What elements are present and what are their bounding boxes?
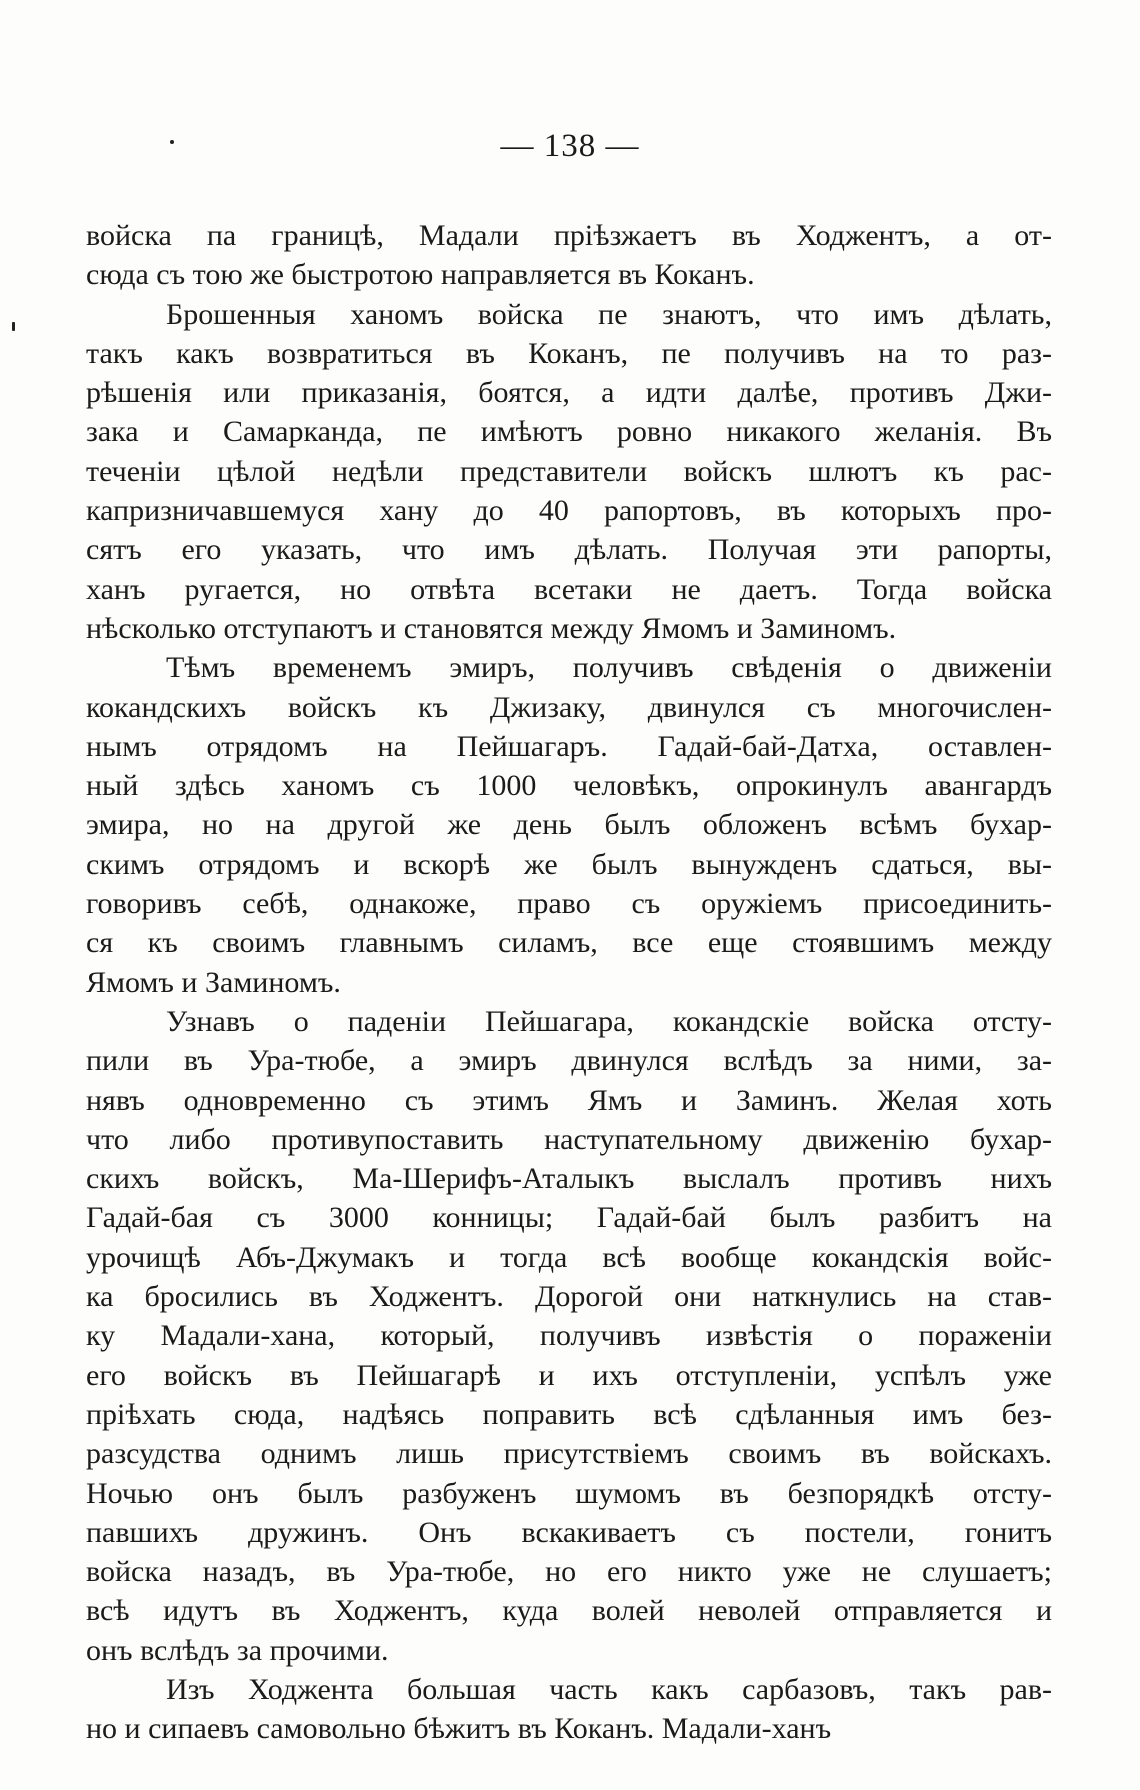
text-line: павшихъ дружинъ. Онъ вскакиваетъ съ постели, гонитъ	[86, 1515, 1052, 1549]
text-line: кокандскихъ войскъ къ Джизаку, двинулся съ многочислен-	[86, 690, 1052, 724]
text-line: нымъ отрядомъ на Пейшагаръ. Гадай-бай-Датха, оставлен-	[86, 729, 1052, 763]
text-line: ный здѣсь ханомъ съ 1000 человѣкъ, опрокинулъ авангардъ	[86, 769, 1052, 803]
text-line: ку Мадали-хана, который, получивъ извѣстія о пораженіи	[86, 1319, 1052, 1353]
text-line: сюда съ тою же быстротою направляется въ Коканъ.	[86, 258, 755, 292]
text-line: такъ какъ возвратиться въ Коканъ, пе получивъ на то раз-	[86, 336, 1052, 370]
text-line: нявъ одновременно съ этимъ Ямъ и Заминъ. Желая хоть	[86, 1083, 1052, 1117]
text-line: ся къ своимъ главнымъ силамъ, все еще стоявшимъ между	[86, 926, 1052, 960]
text-line: Ямомъ и Заминомъ.	[86, 965, 341, 999]
text-line: сятъ его указать, что имъ дѣлать. Получая эти рапорты,	[86, 533, 1052, 567]
paragraph	[86, 295, 1052, 649]
text-line: войска назадъ, въ Ура-тюбе, но его никто уже не слушаетъ;	[86, 1555, 1052, 1589]
text-line: ханъ ругается, но отвѣта всетаки не даетъ. Тогда войска	[86, 572, 1052, 606]
text-line: капризничавшемуся хану до 40 рапортовъ, въ которыхъ про-	[86, 494, 1052, 528]
text-line: разсудства однимъ лишь присутствіемъ своимъ въ войскахъ.	[86, 1437, 1052, 1471]
text-line: скихъ войскъ, Ма-Шерифъ-Аталыкъ выслалъ противъ нихъ	[86, 1162, 1052, 1196]
text-line: пили въ Ура-тюбе, а эмиръ двинулся вслѣдъ за ними, за-	[86, 1044, 1052, 1078]
text-line: зака и Самарканда, пе имѣютъ ровно никакого желанія. Въ	[86, 415, 1052, 449]
page-number: — 138 —	[500, 128, 640, 164]
text-line: говоривъ себѣ, однакоже, право съ оружіемъ присоединить-	[86, 887, 1052, 921]
text-line: ка бросились въ Ходжентъ. Дорогой они наткнулись на став-	[86, 1280, 1052, 1314]
paragraph	[86, 216, 1052, 295]
text-line: нѣсколько отступаютъ и становятся между Ямомъ и Заминомъ.	[86, 611, 897, 645]
text-line: рѣшенія или приказанія, боятся, а идти далѣе, противъ Джи-	[86, 376, 1052, 410]
text-line: войска па границѣ, Мадали пріѣзжаетъ въ Ходжентъ, а от-	[86, 219, 1052, 252]
print-speck	[12, 322, 15, 331]
text-line: теченіи цѣлой недѣли представители войскъ шлютъ къ рас-	[86, 454, 1052, 488]
text-line: но и сипаевъ самовольно бѣжитъ въ Коканъ. Мадали-ханъ	[86, 1712, 832, 1746]
text-line: эмира, но на другой же день былъ обложенъ всѣмъ бухар-	[86, 808, 1052, 842]
text-line: онъ вслѣдъ за прочими.	[86, 1633, 389, 1667]
text-line: Узнавъ о паденіи Пейшагара, кокандскіе войска отсту-	[166, 1004, 1052, 1038]
text-line: Гадай-бая съ 3000 конницы; Гадай-бай былъ разбитъ на	[86, 1201, 1052, 1235]
text-line: пріѣхать сюда, надѣясь поправить всѣ сдѣланныя имъ без-	[86, 1397, 1052, 1431]
text-line: Брошенныя ханомъ войска пе знаютъ, что имъ дѣлать,	[166, 297, 1052, 331]
paragraph	[86, 1670, 1052, 1749]
text-line: что либо противупоставить наступательному движенію бухар-	[86, 1122, 1052, 1156]
text-line: Тѣмъ временемъ эмиръ, получивъ свѣденія о движеніи	[166, 651, 1052, 685]
text-line: Изъ Ходжента большая часть какъ сарбазовъ, такъ рав-	[166, 1672, 1052, 1706]
text-line: его войскъ въ Пейшагарѣ и ихъ отступленіи, успѣлъ уже	[86, 1358, 1052, 1392]
paragraph	[86, 648, 1052, 1002]
text-line: скимъ отрядомъ и вскорѣ же былъ вынужденъ сдаться, вы-	[86, 847, 1052, 881]
text-line: Ночью онъ былъ разбуженъ шумомъ въ безпорядкѣ отсту-	[86, 1476, 1052, 1510]
paragraph	[86, 1002, 1052, 1670]
text-line: урочищѣ Абъ-Джумакъ и тогда всѣ вообще кокандскія войс-	[86, 1240, 1052, 1274]
print-speck	[170, 140, 174, 144]
body-text	[86, 216, 1052, 1749]
text-line: всѣ идутъ въ Ходжентъ, куда волей неволей отправляется и	[86, 1594, 1052, 1628]
